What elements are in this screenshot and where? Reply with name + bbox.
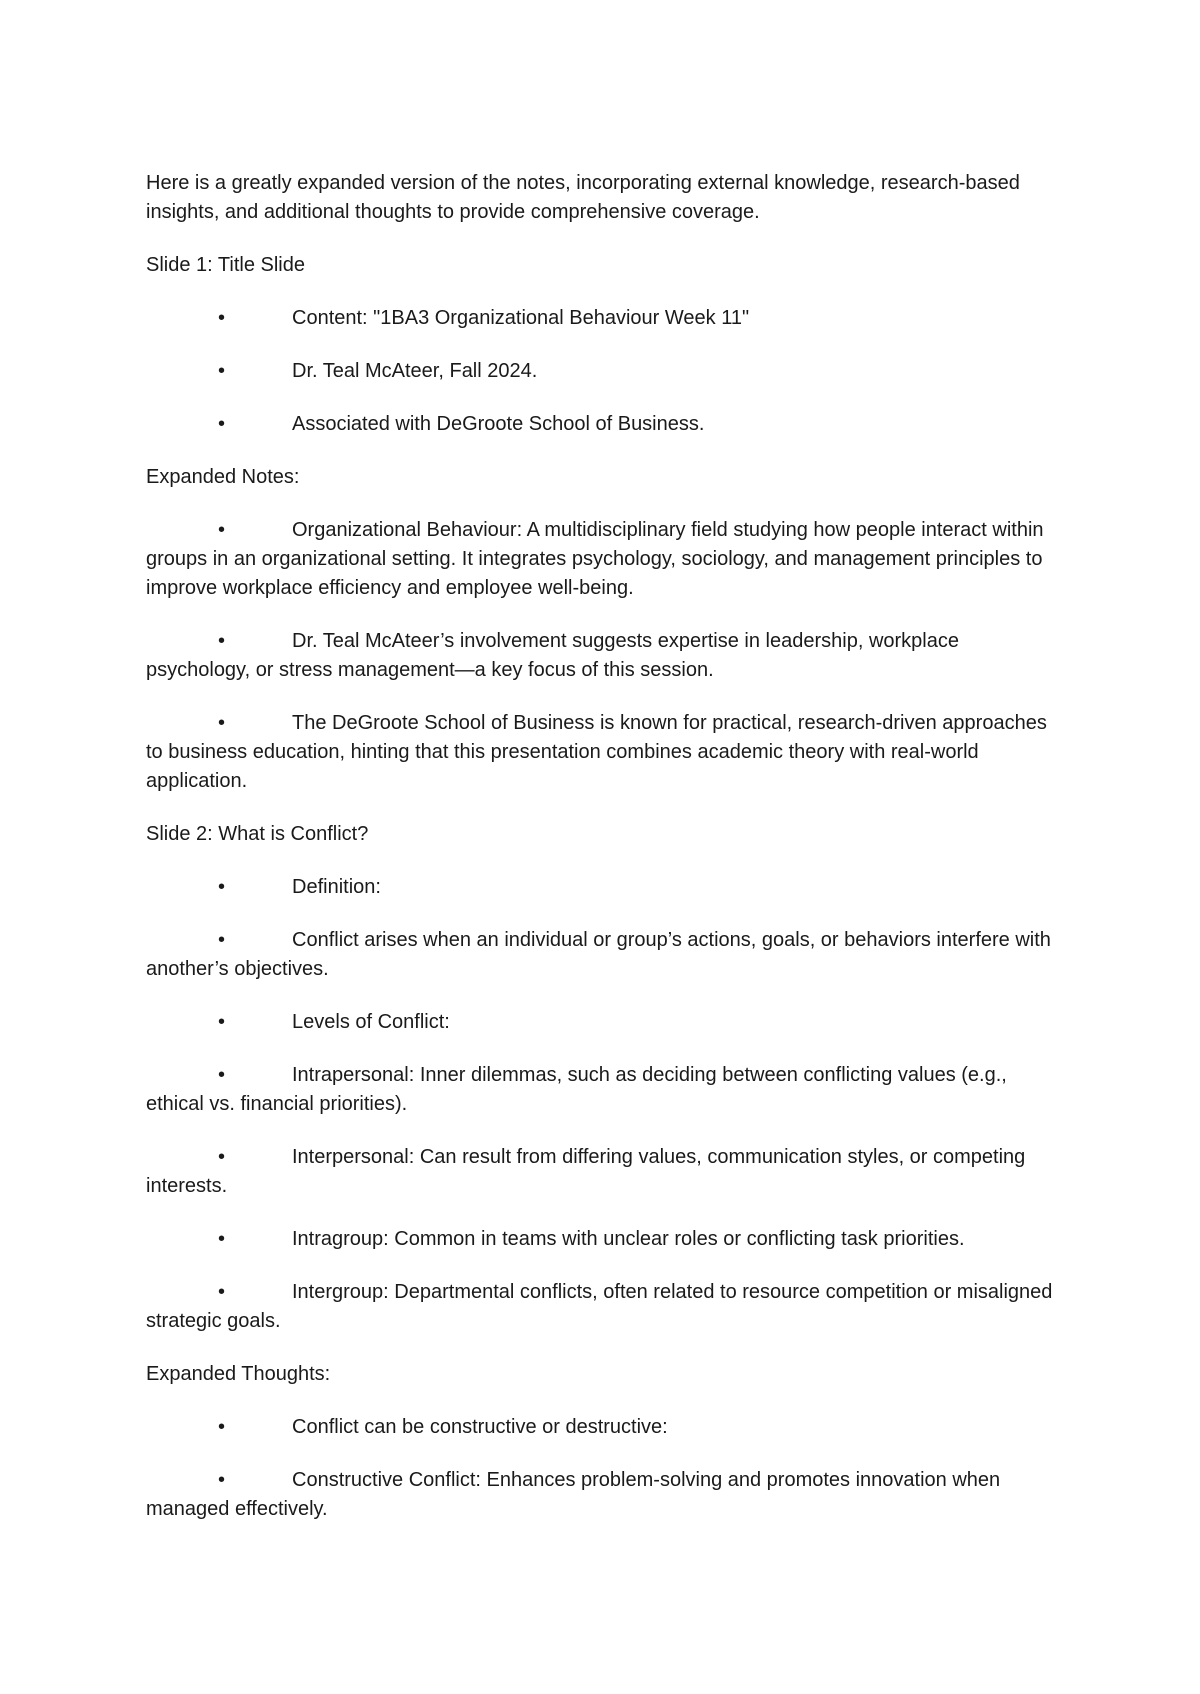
bullet-item — [146, 357, 1066, 386]
bullet-item — [146, 1466, 1066, 1524]
bullet-icon: • — [218, 630, 226, 652]
bullet-text: Dr. Teal McAteer’s involvement suggests expertise in leadership, workplace psychology, or stress management—a key focus of this session. — [146, 630, 959, 681]
bullet-icon: • — [218, 1281, 226, 1303]
bullet-item — [146, 1278, 1066, 1336]
bullet-text: Content: "1BA3 Organizational Behaviour Week 11" — [292, 307, 750, 329]
bullet-item — [146, 304, 1066, 333]
bullet-text: Dr. Teal McAteer, Fall 2024. — [292, 360, 538, 382]
bullet-icon: • — [218, 1228, 226, 1250]
bullet-text: Intragroup: Common in teams with unclear roles or conflicting task priorities. — [292, 1228, 965, 1250]
bullet-icon: • — [218, 519, 226, 541]
bullet-item — [146, 1413, 1066, 1442]
bullet-icon: • — [218, 1011, 226, 1033]
bullet-text: Levels of Conflict: — [292, 1011, 450, 1033]
bullet-icon: • — [218, 413, 226, 435]
bullet-text: Conflict arises when an individual or group’s actions, goals, or behaviors interfere with another’s objectives. — [146, 929, 1051, 980]
bullet-icon: • — [218, 1064, 226, 1086]
bullet-item — [146, 1225, 1066, 1254]
bullet-icon: • — [218, 307, 226, 329]
bullet-item — [146, 709, 1066, 796]
slide-2-heading: Slide 2: What is Conflict? — [146, 823, 369, 845]
bullet-icon: • — [218, 1146, 226, 1168]
bullet-item — [146, 873, 1066, 902]
bullet-icon: • — [218, 1469, 226, 1491]
bullet-text: Organizational Behaviour: A multidisciplinary field studying how people interact within groups in an organizational setting. It integrates psychology, sociology, and management principles to improve workplace efficiency and employee well-being. — [146, 519, 1044, 599]
bullet-item — [146, 410, 1066, 439]
slide-1-heading: Slide 1: Title Slide — [146, 254, 305, 276]
bullet-text: Intergroup: Departmental conflicts, often related to resource competition or misaligned strategic goals. — [146, 1281, 1053, 1332]
bullet-item — [146, 627, 1066, 685]
document-page — [146, 169, 1066, 1548]
expanded-notes-heading: Expanded Notes: — [146, 466, 300, 488]
bullet-item — [146, 1143, 1066, 1201]
bullet-icon: • — [218, 712, 226, 734]
bullet-icon: • — [218, 929, 226, 951]
bullet-text: Intrapersonal: Inner dilemmas, such as deciding between conflicting values (e.g., ethical vs. financial priorities). — [146, 1064, 1007, 1115]
bullet-item — [146, 926, 1066, 984]
bullet-item — [146, 1061, 1066, 1119]
bullet-text: Constructive Conflict: Enhances problem-solving and promotes innovation when managed effectively. — [146, 1469, 1001, 1520]
bullet-icon: • — [218, 360, 226, 382]
bullet-item — [146, 1008, 1066, 1037]
bullet-text: The DeGroote School of Business is known for practical, research-driven approaches to business education, hinting that this presentation combines academic theory with real-world application. — [146, 712, 1047, 792]
bullet-text: Definition: — [292, 876, 381, 898]
bullet-icon: • — [218, 876, 226, 898]
bullet-text: Interpersonal: Can result from differing values, communication styles, or competing interests. — [146, 1146, 1026, 1197]
bullet-icon: • — [218, 1416, 226, 1438]
bullet-item — [146, 516, 1066, 603]
intro-paragraph: Here is a greatly expanded version of the notes, incorporating external knowledge, research-based insights, and additional thoughts to provide comprehensive coverage. — [146, 172, 1020, 223]
bullet-text: Conflict can be constructive or destructive: — [292, 1416, 668, 1438]
expanded-thoughts-heading: Expanded Thoughts: — [146, 1363, 331, 1385]
bullet-text: Associated with DeGroote School of Business. — [292, 413, 705, 435]
